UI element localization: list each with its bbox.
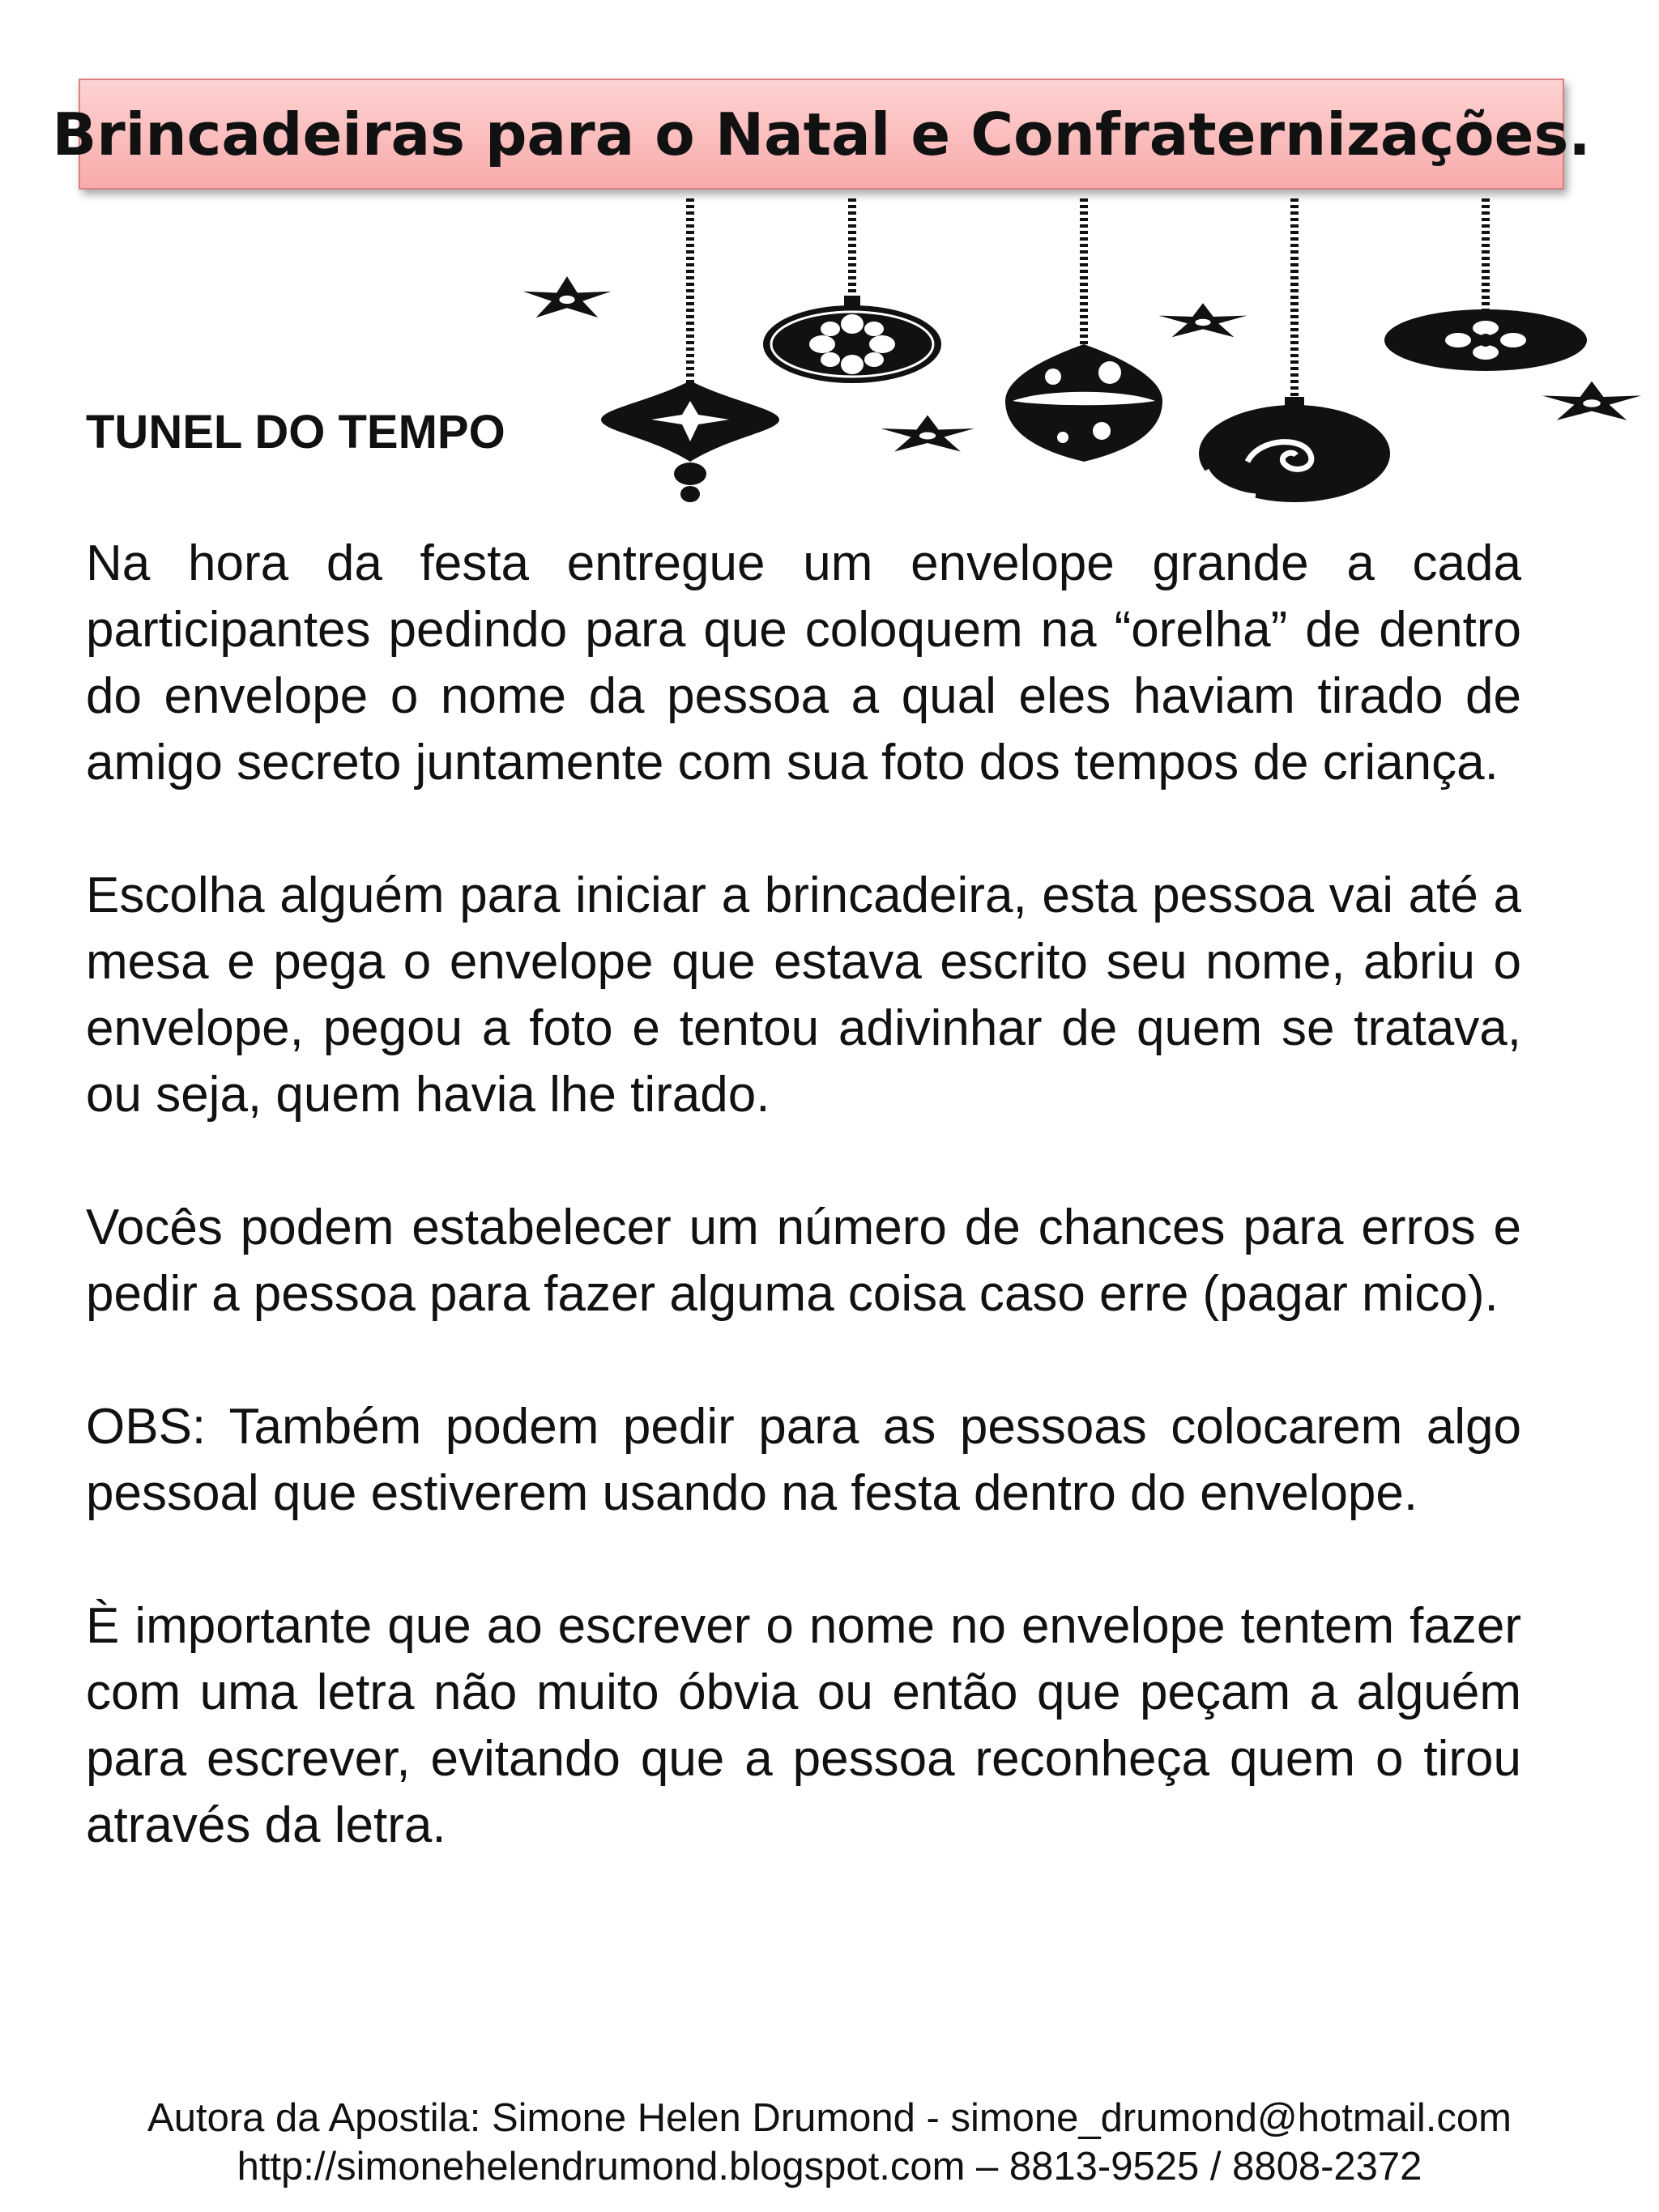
snowflake-icon xyxy=(1159,303,1247,337)
page-title: Brincadeiras para o Natal e Confraternizações. xyxy=(52,100,1591,168)
hanging-bauble-icon xyxy=(1384,309,1587,371)
section-heading: TUNEL DO TEMPO xyxy=(86,406,505,458)
body-text xyxy=(86,531,1521,1925)
snowflake-icon xyxy=(1542,381,1641,420)
footer xyxy=(0,2094,1659,2191)
footer-contact-line: http://simonehelendrumond.blogspot.com – 8813-9525 / 8808-2372 xyxy=(237,2145,1422,2189)
hanging-bauble-icon xyxy=(1005,344,1162,462)
footer-author-line: Autora da Apostila: Simone Helen Drumond - simone_drumond@hotmail.com xyxy=(147,2096,1512,2140)
christmas-ornaments xyxy=(486,194,1659,502)
paragraph: Na hora da festa entregue um envelope grande a cada participantes pedindo para que coloquem na “orelha” de dentro do envelope o nome da pessoa a qual eles haviam tirado de amigo secreto juntamente com sua foto dos tempos de criança. xyxy=(86,535,1521,791)
hanging-bauble-icon xyxy=(601,381,779,502)
paragraph: Vocês podem estabelecer um número de chances para erros e pedir a pessoa para fazer alguma coisa caso erre (pagar mico). xyxy=(86,1200,1521,1322)
paragraph: Escolha alguém para iniciar a brincadeira, esta pessoa vai até a mesa e pega o envelope que estava escrito seu nome, abriu o envelope, pegou a foto e tentou adivinhar de quem se tratava, ou seja, quem havia lhe tirado. xyxy=(86,867,1521,1123)
hanging-bauble-icon xyxy=(763,296,941,383)
paragraph: OBS: Também podem pedir para as pessoas colocarem algo pessoal que estiverem usando na festa dentro do envelope. xyxy=(86,1399,1521,1521)
hanging-bauble-icon xyxy=(1199,397,1390,502)
snowflake-icon xyxy=(523,276,612,318)
title-banner xyxy=(52,79,1591,190)
paragraph: È importante que ao escrever o nome no envelope tentem fazer com uma letra não muito óbvia ou então que peçam a alguém para escrever, evitando que a pessoa reconheça quem o tirou através da letra. xyxy=(86,1598,1521,1853)
snowflake-icon xyxy=(881,416,975,452)
